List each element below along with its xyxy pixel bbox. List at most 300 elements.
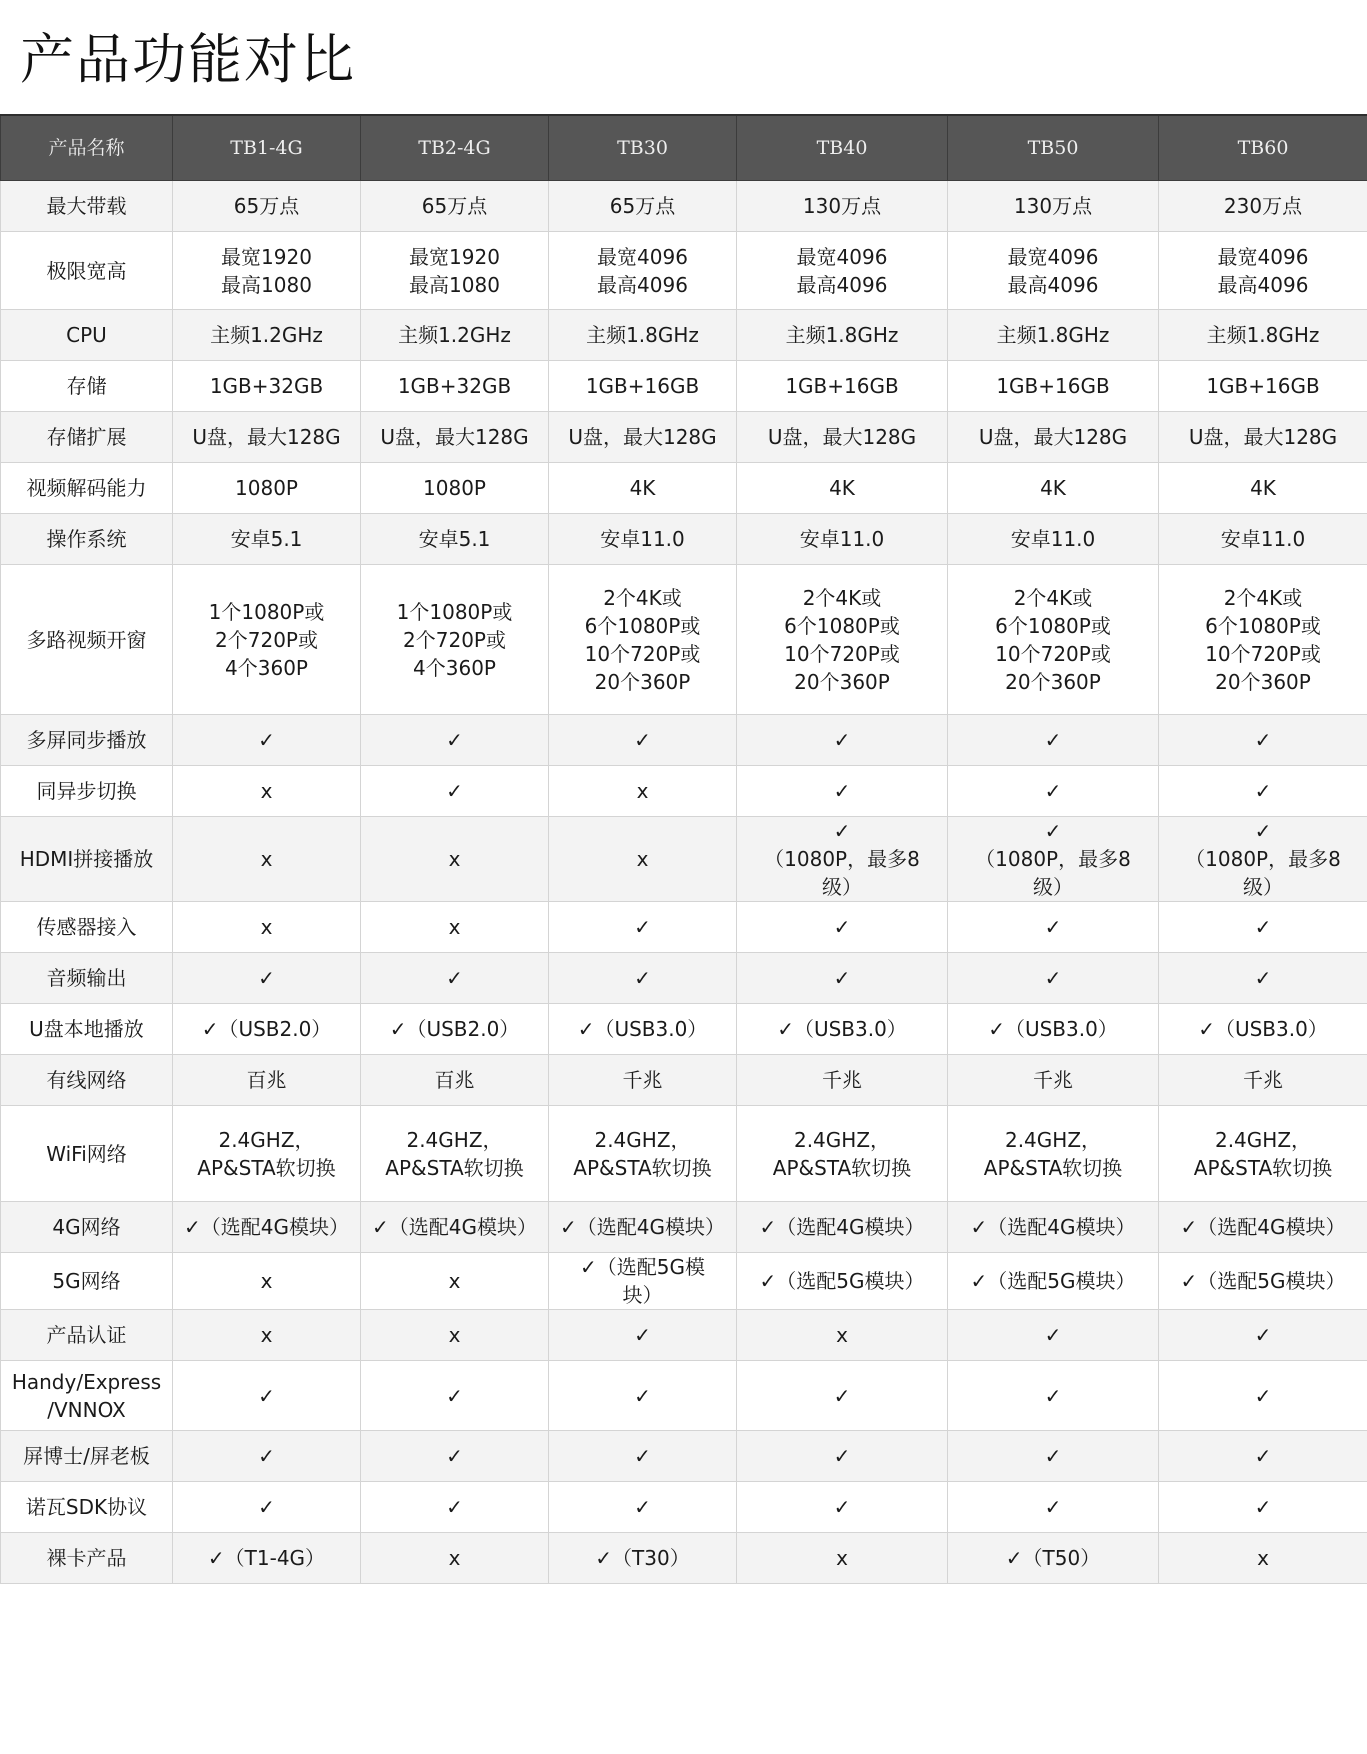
header-cell-tb2-4g: TB2-4G: [361, 115, 549, 181]
cell-line: 6个1080P或: [784, 613, 900, 638]
table-cell: [173, 565, 361, 715]
table-cell: [173, 1004, 361, 1055]
table-cell: [173, 232, 361, 310]
table-cell: [549, 181, 737, 232]
cell-line: 1GB+16GB: [585, 374, 700, 398]
header-cell-tb50: TB50: [948, 115, 1159, 181]
cell-line: ✓: [1254, 915, 1272, 939]
table-row: [1, 1361, 1367, 1431]
cell-line: 4K: [829, 476, 855, 500]
table-row: [1, 1482, 1367, 1533]
cell-line: ✓: [1254, 1323, 1272, 1347]
table-cell: [948, 1106, 1159, 1202]
cell-line: 千兆: [622, 1068, 663, 1092]
table-cell: [948, 953, 1159, 1004]
cell-line: 2.4GHZ，: [594, 1127, 691, 1152]
row-label: [1, 817, 173, 902]
row-label: [1, 181, 173, 232]
cell-line: 主频1.2GHz: [398, 323, 511, 347]
row-label: [1, 1533, 173, 1584]
row-label: [1, 412, 173, 463]
table-cell: [173, 1431, 361, 1482]
row-label-line: HDMI拼接播放: [19, 847, 154, 871]
cell-line: AP&STA软切换: [573, 1155, 712, 1180]
table-cell: [173, 817, 361, 902]
cell-line: 10个720P或: [784, 641, 900, 666]
cell-line: 2.4GHZ，: [218, 1127, 315, 1152]
row-label-line: U盘本地播放: [29, 1017, 144, 1041]
cell-line: ✓: [1254, 1383, 1272, 1408]
table-row: [1, 1202, 1367, 1253]
table-cell: [948, 902, 1159, 953]
cell-line: 1GB+16GB: [996, 374, 1110, 398]
cell-line: AP&STA软切换: [385, 1155, 524, 1180]
row-label-line: 最大带载: [46, 194, 127, 218]
table-cell: [361, 361, 549, 412]
cell-line: ✓: [446, 728, 463, 752]
row-label-line: WiFi网络: [46, 1141, 127, 1166]
row-label-line: 4G网络: [52, 1215, 121, 1239]
header-cell-tb60: TB60: [1159, 115, 1367, 181]
table-cell: [737, 181, 948, 232]
table-cell: [361, 1533, 549, 1584]
cell-line: ✓: [258, 1495, 275, 1519]
cell-line: ✓: [634, 1495, 651, 1519]
cell-line: 20个360P: [594, 669, 691, 694]
table-cell: [737, 463, 948, 514]
table-cell: [737, 1361, 948, 1431]
cell-line: 主频1.8GHz: [785, 323, 899, 347]
cell-line: 2.4GHZ，: [793, 1127, 891, 1152]
table-cell: [1159, 1310, 1367, 1361]
cell-line: ✓: [1044, 1323, 1062, 1347]
cell-line: x: [260, 1269, 273, 1293]
table-row: [1, 1431, 1367, 1482]
table-cell: [173, 1533, 361, 1584]
cell-line: 百兆: [434, 1068, 475, 1092]
table-cell: [948, 1482, 1159, 1533]
table-cell: [1159, 463, 1367, 514]
table-cell: [948, 1361, 1159, 1431]
table-body: [1, 181, 1367, 1584]
row-label-line: 操作系统: [46, 527, 127, 551]
cell-line: ✓: [1254, 1444, 1272, 1468]
table-row: [1, 953, 1367, 1004]
cell-line: ✓: [258, 728, 275, 752]
cell-line: ✓: [833, 1383, 851, 1408]
table-cell: [737, 361, 948, 412]
cell-line: ✓（USB3.0）: [988, 1017, 1118, 1041]
cell-line: 2.4GHZ，: [1214, 1127, 1312, 1152]
cell-line: AP&STA软切换: [197, 1155, 336, 1180]
cell-line: ✓: [446, 1495, 463, 1519]
table-cell: [361, 412, 549, 463]
table-cell: [737, 1482, 948, 1533]
cell-line: 65万点: [609, 194, 676, 218]
cell-line: ✓: [446, 1444, 463, 1468]
row-label-line: Handy/Express: [11, 1369, 162, 1394]
table-cell: [1159, 412, 1367, 463]
table-cell: [549, 1361, 737, 1431]
cell-line: 1GB+16GB: [1206, 374, 1320, 398]
table-cell: [549, 1004, 737, 1055]
table-cell: [737, 715, 948, 766]
table-cell: [361, 1106, 549, 1202]
row-label-line: CPU: [66, 323, 107, 347]
cell-line: U盘，最大128G: [767, 425, 917, 449]
table-row: [1, 817, 1367, 902]
table-cell: [173, 514, 361, 565]
table-row: [1, 412, 1367, 463]
table-cell: [1159, 514, 1367, 565]
row-label-line: 有线网络: [46, 1068, 127, 1092]
table-cell: [361, 232, 549, 310]
table-cell: [948, 232, 1159, 310]
table-cell: [1159, 902, 1367, 953]
header-cell-tb1-4g: TB1-4G: [173, 115, 361, 181]
row-label: [1, 1431, 173, 1482]
cell-line: ✓（选配4G模块）: [560, 1215, 725, 1239]
row-label-line: 传感器接入: [36, 915, 137, 939]
cell-line: 千兆: [822, 1068, 862, 1092]
table-cell: [737, 310, 948, 361]
table-cell: [948, 1253, 1159, 1310]
cell-line: 最高4096: [1217, 272, 1309, 297]
table-cell: [549, 1055, 737, 1106]
table-row: [1, 463, 1367, 514]
cell-line: x: [836, 1546, 848, 1570]
row-label: [1, 1055, 173, 1106]
table-cell: [549, 232, 737, 310]
cell-line: ✓（USB2.0）: [389, 1017, 520, 1041]
row-label-line: 存储扩展: [46, 425, 127, 449]
table-cell: [948, 361, 1159, 412]
table-cell: [361, 1004, 549, 1055]
table-cell: [361, 715, 549, 766]
table-cell: [361, 514, 549, 565]
row-label: [1, 766, 173, 817]
cell-line: ✓（T30）: [595, 1546, 690, 1570]
table-cell: [549, 953, 737, 1004]
table-header-row: [1, 115, 1367, 181]
table-cell: [549, 361, 737, 412]
cell-line: U盘，最大128G: [978, 425, 1128, 449]
cell-line: 2个4K或: [603, 585, 682, 610]
table-cell: [1159, 953, 1367, 1004]
cell-line: 65万点: [421, 194, 488, 218]
row-label-line: 极限宽高: [46, 258, 127, 283]
cell-line: ✓: [1044, 819, 1062, 843]
cell-line: ✓: [258, 1444, 275, 1468]
cell-line: 千兆: [1033, 1068, 1073, 1092]
table-cell: [1159, 715, 1367, 766]
table-row: [1, 232, 1367, 310]
cell-line: 最宽4096: [1217, 244, 1309, 269]
page-title: 产品功能对比: [20, 28, 356, 91]
cell-line: 安卓11.0: [1220, 527, 1306, 551]
cell-line: ✓: [634, 728, 651, 752]
table-cell: [948, 412, 1159, 463]
cell-line: ✓（USB3.0）: [577, 1017, 708, 1041]
row-label: [1, 310, 173, 361]
table-cell: [549, 463, 737, 514]
cell-line: 10个720P或: [1205, 641, 1321, 666]
cell-line: x: [448, 915, 461, 939]
cell-line: 安卓5.1: [230, 527, 303, 551]
cell-line: 20个360P: [1005, 669, 1101, 694]
cell-line: AP&STA软切换: [983, 1155, 1123, 1180]
cell-line: 130万点: [1013, 194, 1093, 218]
table-cell: [948, 1431, 1159, 1482]
table-row: [1, 1310, 1367, 1361]
row-label-line: 同异步切换: [36, 779, 137, 803]
cell-line: ✓: [1044, 1495, 1062, 1519]
table-cell: [737, 412, 948, 463]
table-cell: [948, 1202, 1159, 1253]
cell-line: 最高4096: [1007, 272, 1099, 297]
table-row: [1, 766, 1367, 817]
cell-line: 主频1.8GHz: [586, 323, 699, 347]
cell-line: ✓: [833, 1495, 851, 1519]
cell-line: U盘，最大128G: [380, 425, 529, 449]
table-cell: [173, 1202, 361, 1253]
table-cell: [948, 1004, 1159, 1055]
cell-line: 级）: [822, 875, 862, 899]
cell-line: 2.4GHZ，: [406, 1127, 503, 1152]
table-cell: [549, 1431, 737, 1482]
cell-line: 4个360P: [225, 655, 308, 680]
cell-line: ✓: [446, 1383, 463, 1408]
table-cell: [549, 565, 737, 715]
cell-line: ✓: [634, 966, 651, 990]
row-label-line: 屏博士/屏老板: [23, 1444, 150, 1468]
table-cell: [737, 1310, 948, 1361]
row-label: [1, 514, 173, 565]
table-cell: [737, 565, 948, 715]
cell-line: x: [636, 847, 649, 871]
table-cell: [948, 310, 1159, 361]
row-label-line: 多路视频开窗: [26, 627, 147, 652]
cell-line: x: [448, 1269, 461, 1293]
table-cell: [948, 1533, 1159, 1584]
cell-line: ✓（选配4G模块）: [1180, 1215, 1346, 1239]
table-cell: [1159, 1106, 1367, 1202]
cell-line: 最高4096: [597, 272, 688, 297]
table-row: [1, 514, 1367, 565]
cell-line: ✓: [833, 728, 851, 752]
table-cell: [1159, 232, 1367, 310]
cell-line: 1GB+32GB: [209, 374, 324, 398]
cell-line: 20个360P: [1215, 669, 1311, 694]
cell-line: ✓: [1254, 966, 1272, 990]
cell-line: x: [260, 779, 273, 803]
table-cell: [361, 817, 549, 902]
row-label: [1, 715, 173, 766]
table-cell: [173, 310, 361, 361]
cell-line: U盘，最大128G: [192, 425, 341, 449]
table-cell: [361, 310, 549, 361]
cell-line: 4K: [1040, 476, 1066, 500]
table-cell: [173, 361, 361, 412]
table-cell: [737, 232, 948, 310]
cell-line: 1个1080P或: [208, 599, 325, 624]
table-row: [1, 361, 1367, 412]
table-cell: [1159, 1482, 1367, 1533]
cell-line: ✓: [1044, 966, 1062, 990]
cell-line: 最宽4096: [1007, 244, 1099, 269]
cell-line: 4K: [629, 476, 656, 500]
table-cell: [173, 1310, 361, 1361]
cell-line: 安卓5.1: [418, 527, 491, 551]
cell-line: x: [1257, 1546, 1269, 1570]
cell-line: 级）: [1033, 875, 1073, 899]
table-cell: [173, 1482, 361, 1533]
table-cell: [361, 1202, 549, 1253]
cell-line: ✓（选配4G模块）: [970, 1215, 1136, 1239]
table-cell: [1159, 1361, 1367, 1431]
table-cell: [173, 715, 361, 766]
table-cell: [549, 766, 737, 817]
row-label: [1, 1106, 173, 1202]
table-cell: [361, 766, 549, 817]
cell-line: x: [636, 779, 649, 803]
table-cell: [361, 1055, 549, 1106]
cell-line: 2个4K或: [1013, 585, 1093, 610]
cell-line: ✓: [634, 1323, 651, 1347]
table-cell: [1159, 817, 1367, 902]
cell-line: 1080P: [423, 476, 486, 500]
cell-line: 1GB+32GB: [397, 374, 512, 398]
row-label: [1, 232, 173, 310]
table-cell: [549, 412, 737, 463]
row-label-line: 裸卡产品: [46, 1546, 127, 1570]
cell-line: 最宽1920: [221, 244, 312, 269]
cell-line: 4个360P: [413, 655, 496, 680]
cell-line: ✓: [1044, 728, 1062, 752]
table-cell: [549, 1310, 737, 1361]
cell-line: 2个720P或: [215, 627, 318, 652]
table-cell: [361, 1253, 549, 1310]
table-cell: [948, 817, 1159, 902]
table-cell: [173, 463, 361, 514]
cell-line: ✓（T1-4G）: [207, 1546, 326, 1570]
cell-line: x: [448, 1546, 461, 1570]
table-cell: [737, 766, 948, 817]
cell-line: x: [448, 1323, 461, 1347]
cell-line: ✓（USB3.0）: [777, 1017, 907, 1041]
table-row: [1, 310, 1367, 361]
cell-line: 千兆: [1243, 1068, 1283, 1092]
cell-line: 安卓11.0: [1010, 527, 1096, 551]
table-cell: [173, 1361, 361, 1431]
table-cell: [549, 715, 737, 766]
row-label-line: 视频解码能力: [26, 476, 147, 500]
table-cell: [361, 1361, 549, 1431]
cell-line: x: [260, 915, 273, 939]
cell-line: ✓: [446, 966, 463, 990]
row-label: [1, 565, 173, 715]
cell-line: 4K: [1250, 476, 1276, 500]
row-label: [1, 361, 173, 412]
table-row: [1, 1253, 1367, 1310]
cell-line: 最宽4096: [796, 244, 888, 269]
table-cell: [361, 953, 549, 1004]
cell-line: ✓: [833, 819, 851, 843]
table-cell: [361, 1310, 549, 1361]
table-cell: [948, 1310, 1159, 1361]
cell-line: ✓: [1044, 779, 1062, 803]
table-cell: [737, 953, 948, 1004]
header-cell-tb40: TB40: [737, 115, 948, 181]
table-cell: [173, 181, 361, 232]
cell-line: x: [260, 1323, 273, 1347]
table-cell: [1159, 1533, 1367, 1584]
cell-line: 1080P: [235, 476, 298, 500]
table-cell: [948, 514, 1159, 565]
table-cell: [361, 181, 549, 232]
table-cell: [549, 310, 737, 361]
table-row: [1, 1055, 1367, 1106]
header-cell-label: 产品名称: [1, 115, 173, 181]
cell-line: ✓（T50）: [1005, 1546, 1101, 1570]
cell-line: U盘，最大128G: [1188, 425, 1338, 449]
row-label: [1, 1361, 173, 1431]
cell-line: （1080P，最多8: [764, 847, 920, 871]
cell-line: 最宽4096: [597, 244, 688, 269]
row-label: [1, 1310, 173, 1361]
cell-line: 安卓11.0: [600, 527, 685, 551]
table-cell: [549, 1533, 737, 1584]
cell-line: ✓: [634, 915, 651, 939]
table-cell: [1159, 1055, 1367, 1106]
cell-line: x: [448, 847, 461, 871]
table-row: [1, 1004, 1367, 1055]
table-cell: [948, 181, 1159, 232]
table-cell: [948, 715, 1159, 766]
table-cell: [737, 1106, 948, 1202]
table-cell: [737, 514, 948, 565]
cell-line: 主频1.8GHz: [1206, 323, 1320, 347]
table-cell: [1159, 1431, 1367, 1482]
row-label-line: 多屏同步播放: [26, 728, 147, 752]
table-row: [1, 565, 1367, 715]
cell-line: ✓: [833, 1444, 851, 1468]
cell-line: U盘，最大128G: [568, 425, 717, 449]
cell-line: 2个4K或: [802, 585, 882, 610]
cell-line: 6个1080P或: [584, 613, 701, 638]
table-cell: [948, 565, 1159, 715]
cell-line: ✓（USB3.0）: [1198, 1017, 1328, 1041]
cell-line: 6个1080P或: [1205, 613, 1321, 638]
row-label: [1, 1482, 173, 1533]
cell-line: 主频1.2GHz: [210, 323, 323, 347]
table-cell: [737, 1202, 948, 1253]
table-cell: [173, 902, 361, 953]
table-row: [1, 1533, 1367, 1584]
table-cell: [173, 412, 361, 463]
cell-line: ✓: [1254, 1495, 1272, 1519]
table-cell: [549, 902, 737, 953]
row-label: [1, 953, 173, 1004]
cell-line: 最高4096: [796, 272, 888, 297]
table-cell: [1159, 310, 1367, 361]
cell-line: 130万点: [802, 194, 882, 218]
cell-line: ✓: [446, 779, 463, 803]
row-label-line: 存储: [66, 374, 107, 398]
table-cell: [173, 1055, 361, 1106]
table-cell: [361, 463, 549, 514]
table-cell: [361, 565, 549, 715]
